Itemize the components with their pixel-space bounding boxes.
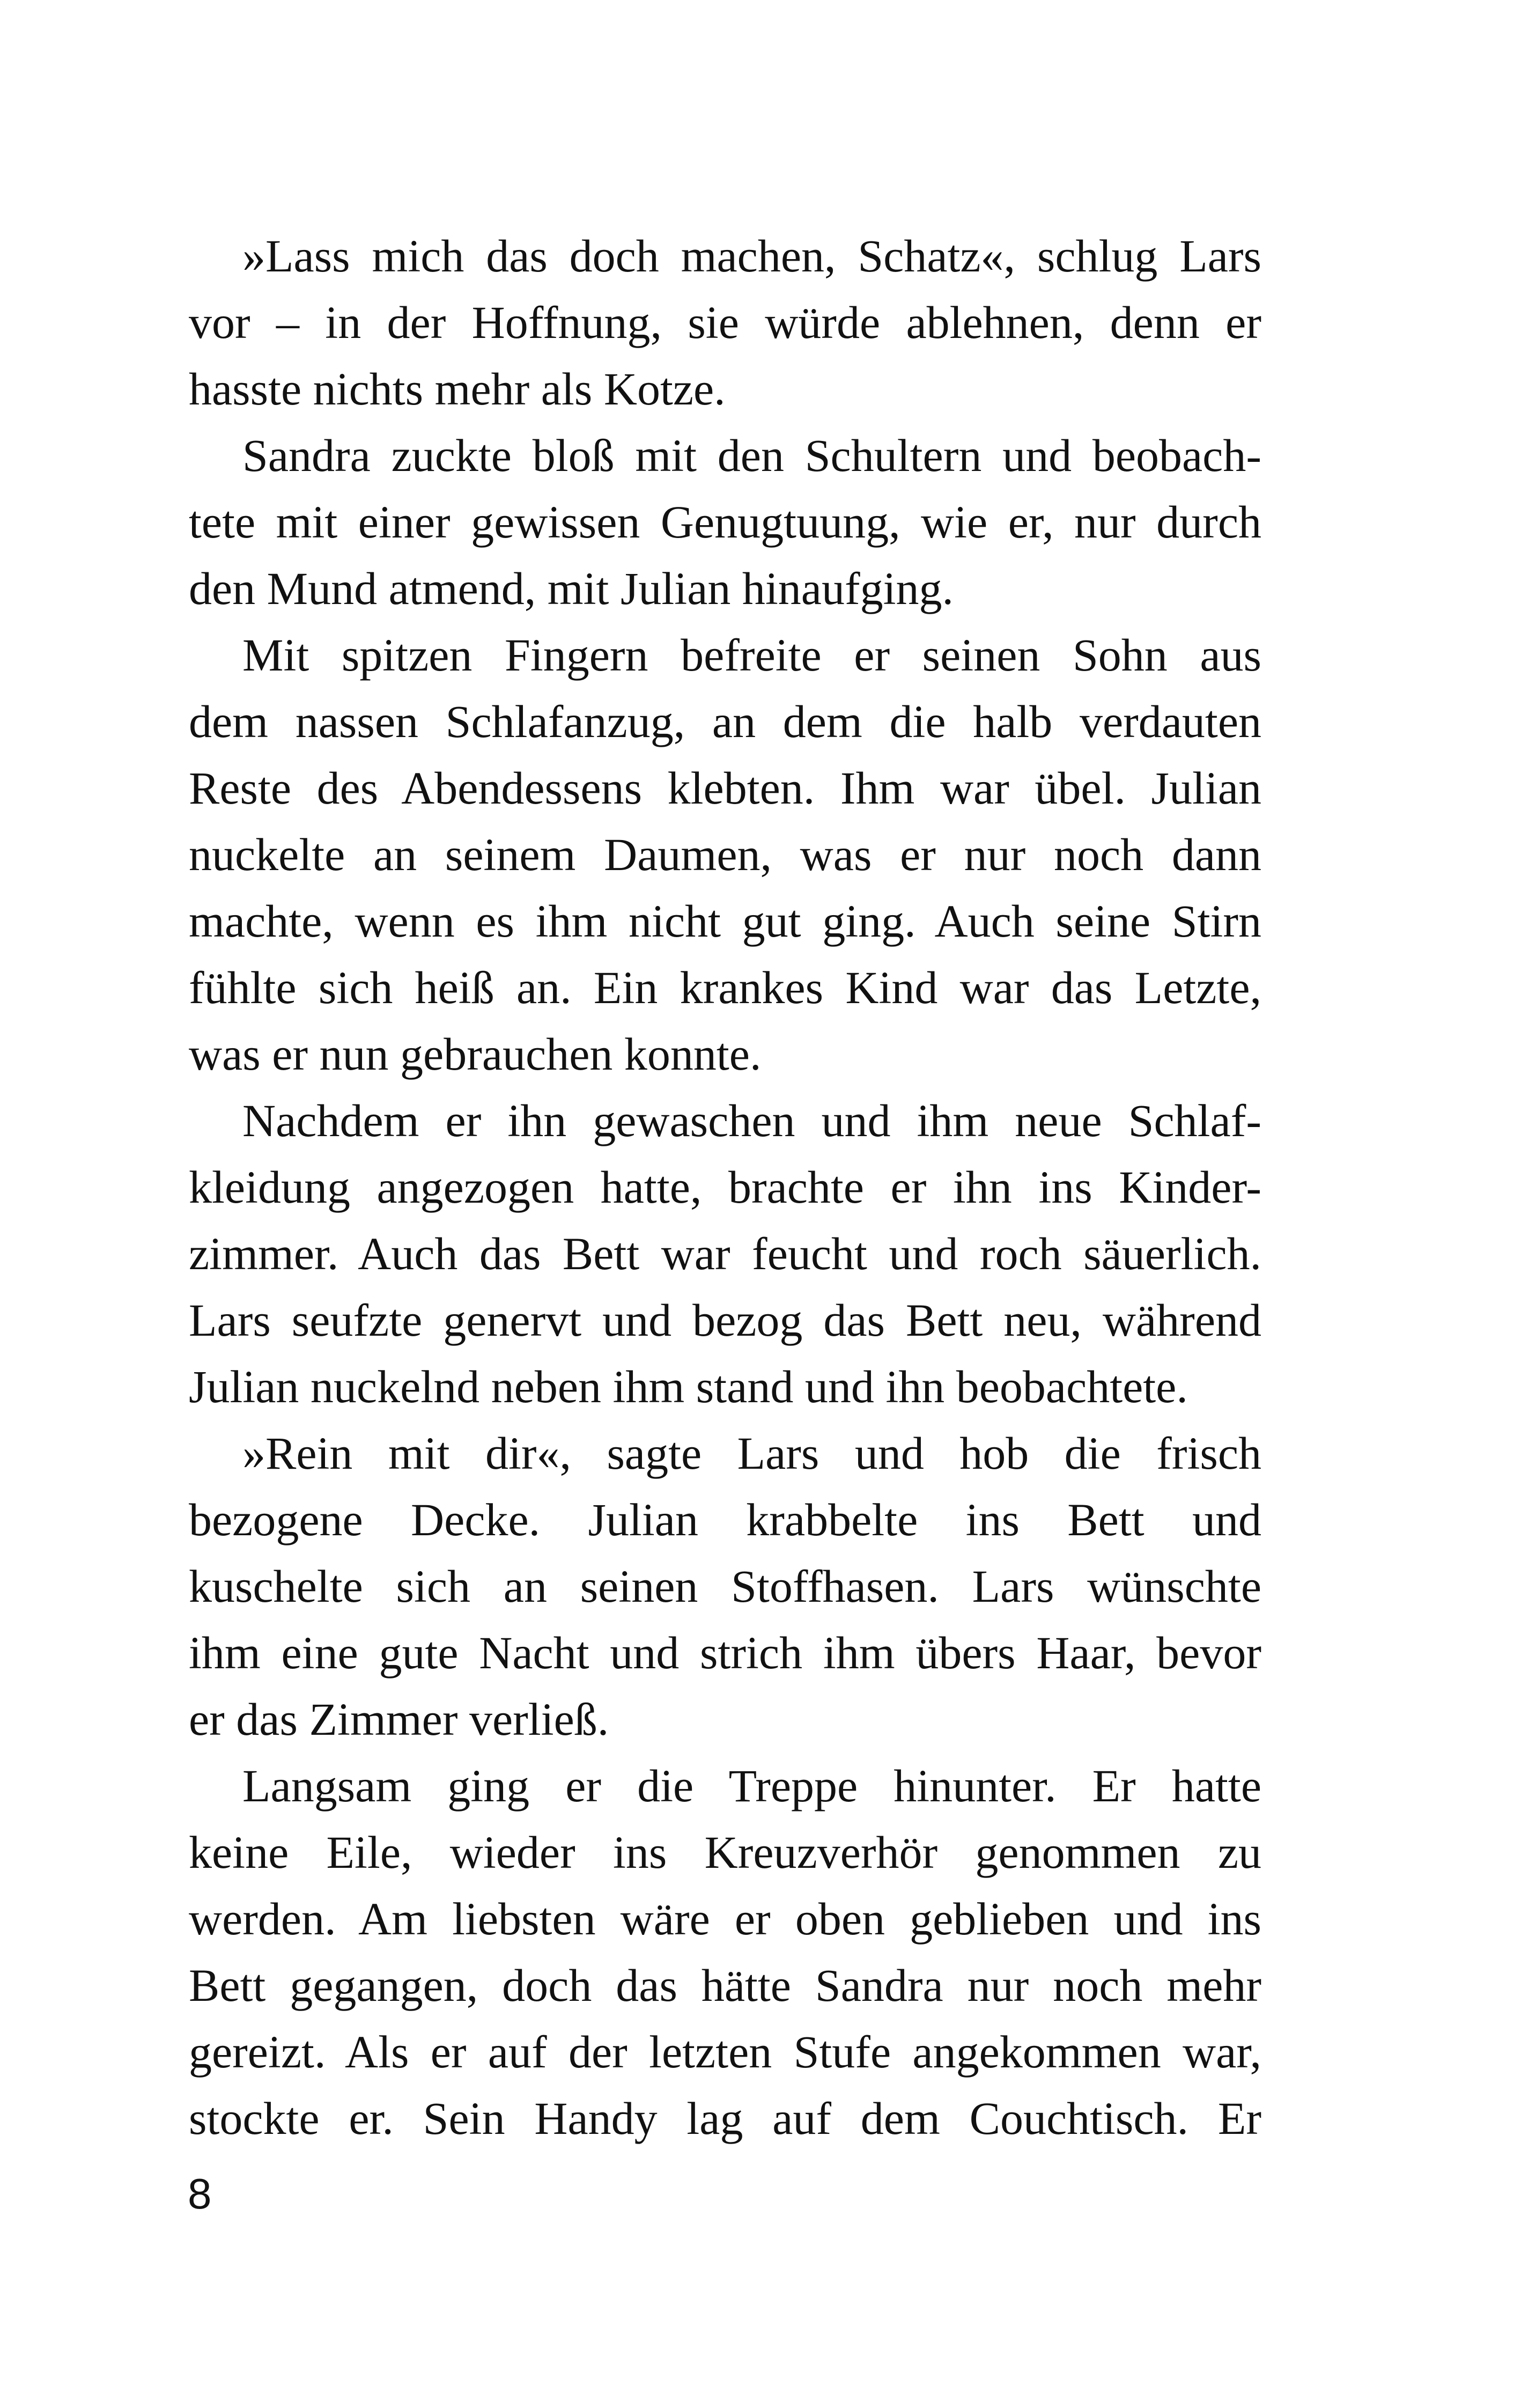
text-line: er das Zimmer verließ. bbox=[189, 1693, 609, 1745]
text-line: bezogene Decke. Julian krabbelte ins Bett und bbox=[189, 1494, 1261, 1545]
paragraph bbox=[189, 622, 1261, 1087]
text-line: den Mund atmend, mit Julian hinaufging. bbox=[189, 563, 954, 614]
paragraph bbox=[189, 223, 1261, 422]
text-line: nuckelte an seinem Daumen, was er nur noch dann bbox=[189, 829, 1261, 880]
text-line: Lars seufzte genervt und bezog das Bett neu, während bbox=[189, 1294, 1261, 1346]
text-line: was er nun gebrauchen konnte. bbox=[189, 1028, 762, 1080]
text-line: Nachdem er ihn gewaschen und ihm neue Schlaf- bbox=[242, 1095, 1261, 1146]
text-line: hasste nichts mehr als Kotze. bbox=[189, 363, 726, 415]
text-line: Mit spitzen Fingern befreite er seinen Sohn aus bbox=[242, 629, 1261, 681]
text-line: vor – in der Hoffnung, sie würde ablehnen, denn er bbox=[189, 297, 1261, 348]
text-line: Sandra zuckte bloß mit den Schultern und beobach- bbox=[242, 430, 1261, 481]
body-text bbox=[189, 223, 1261, 2152]
text-line: ihm eine gute Nacht und strich ihm übers Haar, bevor bbox=[189, 1627, 1261, 1678]
text-line: »Lass mich das doch machen, Schatz«, schlug Lars bbox=[242, 230, 1261, 282]
text-line: werden. Am liebsten wäre er oben geblieben und ins bbox=[189, 1893, 1261, 1945]
text-line: dem nassen Schlafanzug, an dem die halb verdauten bbox=[189, 696, 1261, 747]
paragraph bbox=[189, 422, 1261, 622]
text-line: tete mit einer gewissen Genugtuung, wie er, nur durch bbox=[189, 496, 1261, 548]
paragraph bbox=[189, 1752, 1261, 2152]
text-line: Reste des Abendessens klebten. Ihm war übel. Julian bbox=[189, 762, 1261, 814]
text-line: fühlte sich heiß an. Ein krankes Kind war das Letzte, bbox=[189, 962, 1261, 1013]
text-line: kuschelte sich an seinen Stoffhasen. Lars wünschte bbox=[189, 1560, 1261, 1612]
paragraph bbox=[189, 1420, 1261, 1752]
text-line: stockte er. Sein Handy lag auf dem Couchtisch. Er bbox=[189, 2093, 1261, 2144]
text-line: zimmer. Auch das Bett war feucht und roch säuerlich. bbox=[189, 1228, 1261, 1279]
text-line: Langsam ging er die Treppe hinunter. Er hatte bbox=[242, 1760, 1261, 1811]
text-line: Bett gegangen, doch das hätte Sandra nur noch mehr bbox=[189, 1960, 1261, 2011]
text-line: kleidung angezogen hatte, brachte er ihn ins Kinder- bbox=[189, 1161, 1261, 1213]
page-number: 8 bbox=[188, 2170, 212, 2218]
text-line: keine Eile, wieder ins Kreuzverhör genommen zu bbox=[189, 1827, 1261, 1878]
text-line: »Rein mit dir«, sagte Lars und hob die frisch bbox=[242, 1427, 1261, 1479]
text-line: machte, wenn es ihm nicht gut ging. Auch seine Stirn bbox=[189, 895, 1261, 947]
text-line: Julian nuckelnd neben ihm stand und ihn beobachtete. bbox=[189, 1361, 1188, 1412]
text-line: gereizt. Als er auf der letzten Stufe angekommen war, bbox=[189, 2026, 1261, 2078]
paragraph bbox=[189, 1087, 1261, 1420]
